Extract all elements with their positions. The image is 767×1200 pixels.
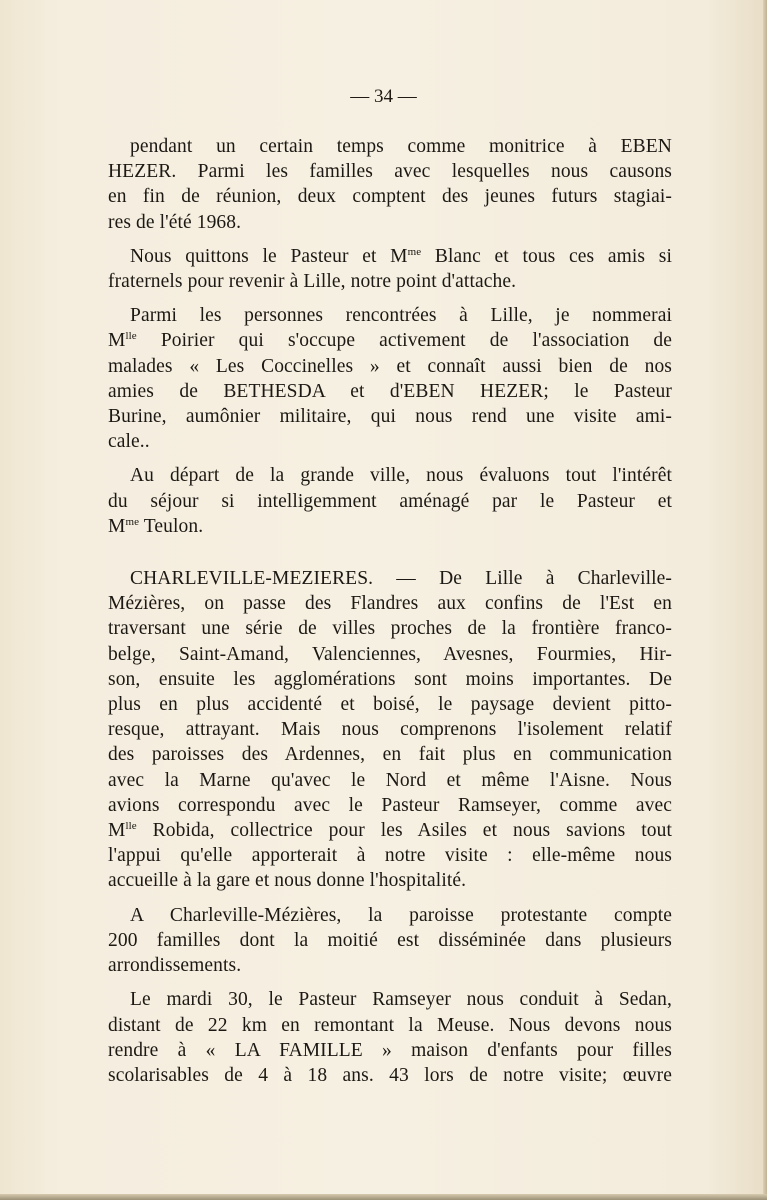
text-line: res de l'été 1968.	[108, 211, 242, 233]
text-line: Au départ de la grande ville, nous évaluons tout l'intérêt	[130, 465, 672, 487]
text-line: resque, attrayant. Mais nous comprenons l'isolement relatif	[108, 719, 672, 741]
text-line: $M^{lle}$ Poirier qui s'occupe activement de l'association de	[108, 330, 672, 352]
paragraph	[108, 134, 672, 235]
text-line: $M^{lle}$ Robida, collectrice pour les Asiles et nous savions tout	[108, 820, 672, 842]
text-line: Parmi les personnes rencontrées à Lille, je nommerai	[130, 305, 672, 327]
text-line: accueille à la gare et nous donne l'hospitalité.	[108, 870, 467, 892]
text-line: scolarisables de 4 à 18 ans. 43 lors de notre visite; œuvre	[108, 1064, 672, 1086]
text-line: Nous quittons le Pasteur et $M^{me}$ Blanc et tous ces amis si	[130, 245, 672, 267]
text-line: des paroisses des Ardennes, en fait plus en communication	[108, 744, 672, 766]
text-line: $M^{me}$ Teulon.	[108, 515, 204, 537]
paragraph	[108, 987, 672, 1088]
text-line: Mézières, on passe des Flandres aux confins de l'Est en	[108, 593, 672, 615]
section-gap	[108, 548, 672, 566]
text-line: distant de 22 km en remontant la Meuse. Nous devons nous	[108, 1014, 672, 1036]
body-text	[108, 134, 672, 1097]
text-line: fraternels pour revenir à Lille, notre point d'attache.	[108, 271, 517, 293]
text-line: arrondissements.	[108, 955, 242, 977]
text-line: du séjour si intelligemment aménagé par le Pasteur et	[108, 490, 672, 512]
text-line: Burine, aumônier militaire, qui nous rend une visite ami-	[108, 406, 672, 428]
text-line: cale..	[108, 431, 150, 453]
paragraph	[108, 303, 672, 454]
text-line: pendant un certain temps comme monitrice à EBEN	[130, 136, 672, 157]
page-number: — 34 —	[350, 86, 417, 107]
paragraph	[108, 463, 672, 539]
text-line: Le mardi 30, le Pasteur Ramseyer nous conduit à Sedan,	[130, 989, 672, 1011]
text-line: CHARLEVILLE-MEZIERES. — De Lille à Charleville-	[130, 568, 672, 590]
text-line: rendre à « LA FAMILLE » maison d'enfants pour filles	[108, 1039, 672, 1061]
text-line: A Charleville-Mézières, la paroisse protestante compte	[130, 904, 672, 926]
paragraph	[108, 566, 672, 894]
text-line: traversant une série de villes proches de la frontière franco-	[108, 618, 672, 640]
page-edge-right	[763, 0, 767, 1200]
paragraph	[108, 244, 672, 294]
text-line: avions correspondu avec le Pasteur Ramseyer, comme avec	[108, 794, 672, 816]
paragraph	[108, 903, 672, 979]
text-line: belge, Saint-Amand, Valenciennes, Avesnes, Fourmies, Hir-	[108, 643, 672, 665]
text-line: en fin de réunion, deux comptent des jeunes futurs stagiai-	[108, 186, 672, 208]
text-line: l'appui qu'elle apporterait à notre visite : elle-même nous	[108, 845, 672, 867]
text-line: son, ensuite les agglomérations sont moins importantes. De	[108, 668, 672, 690]
page-edge-bottom	[0, 1194, 767, 1200]
text-line: avec la Marne qu'avec le Nord et même l'Aisne. Nous	[108, 769, 672, 791]
text-line: amies de BETHESDA et d'EBEN HEZER; le Pasteur	[108, 380, 672, 402]
text-line: HEZER. Parmi les familles avec lesquelles nous causons	[108, 161, 672, 183]
text-line: malades « Les Coccinelles » et connaît aussi bien de nos	[108, 355, 672, 377]
text-line: 200 familles dont la moitié est disséminée dans plusieurs	[108, 929, 672, 951]
text-line: plus en plus accidenté et boisé, le paysage devient pitto-	[108, 694, 672, 716]
